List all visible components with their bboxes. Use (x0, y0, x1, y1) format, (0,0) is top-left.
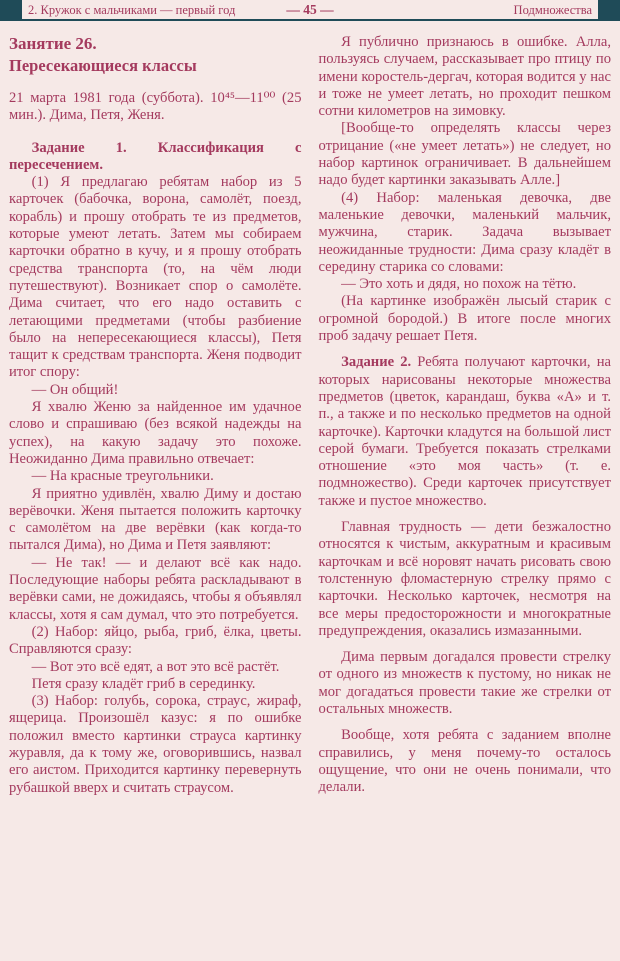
paragraph-lead: Задание 2. (341, 354, 412, 371)
paragraph: Главная трудность — дети безжалостно относятся к чистым, аккуратным и красивым карточкам и всё норовят начать рисовать свою толстенную фломастерную стрелку прямо с карточки. Несколько карточек, несмотря на все меры предосторожности и многократные предупреждения, оказались измазанными. (318, 519, 611, 639)
paragraph: Дима первым догадался провести стрелку от одного из множеств к пустому, но никак не мог догадаться провести такие же стрелки от остальных множеств. (318, 649, 611, 717)
page-header (0, 0, 620, 21)
paragraph: [Вообще-то определять классы через отрицание («не умеет летать») не следует, но набор картинок ограничивает. В дальнейшем надо будет картинки заказывать Алле.] (318, 120, 611, 189)
paragraph: Задание 2. Ребята получают карточки, на которых нарисованы некоторые множества предметов (цветок, карандаш, буква «А» и т. п., а также и по несколько предметов на одной карточке). Карточки кладутся на большой лист серой бумаги. Требуется показать стрелками отношение «это моя часть» (т. е. подмножество). Среди карточек присутствует также и пустое множество. (318, 354, 611, 509)
paragraph: Петя сразу кладёт гриб в серединку. (31, 675, 256, 692)
paragraph: — Вот это всё едят, а вот это всё растёт. (31, 658, 280, 675)
corner-block-icon (0, 0, 22, 21)
text-columns (0, 21, 620, 797)
paragraph: Я публично признаюсь в ошибке. Алла, пользуясь случаем, рассказывает про птицу по имени коростель-дергач, которая водится у нас и тоже не умеет летать, но проходит пешком сотни километров на зимовку. (318, 34, 611, 120)
paragraph: (3) Набор: голубь, сорока, страус, жираф, ящерица. Произошёл казус: я по ошибке положил вместо картинки страуса картинку журавля, да к тому же, оговорившись, назвал его аистом. Приходится картинку перевернуть рубашкой вверх и считать страусом. (9, 693, 302, 796)
corner-block-icon (598, 0, 620, 21)
paragraph: Я приятно удивлён, хвалю Диму и достаю верёвочки. Женя пытается положить карточку с самолётом на две верёвки (как когда-то пытался Дима), но Дима и Петя заявляют: (9, 485, 302, 554)
header-book-title: 2. Кружок с мальчиками — первый год (28, 3, 236, 17)
paragraph: Задание 1. Классификация с пересечением. (9, 139, 302, 173)
paragraph: — На красные треугольники. (31, 468, 214, 485)
paragraph: (1) Я предлагаю ребятам набор из 5 карточек (бабочка, ворона, самолёт, поезд, корабль) и прошу отобрать те из предметов, которые умеют летать. Затем мы собираем карточки обратно в кучу, и я прошу отобрать средства транспорта (то, на чём люди путешествуют). Возникает спор о самолёте. Дима считает, что его надо оставить с летающими предметами (чтобы разбиение было на непересекающиеся классы), Петя тащит к средствам транспорта. Женя подводит итог спору: (9, 174, 302, 381)
dateline: 21 марта 1981 года (суббота). 10⁴⁵—11⁰⁰ (25 мин.). Дима, Петя, Женя. (9, 90, 302, 124)
header-chapter-title: Подмножества (513, 3, 592, 17)
paragraph: — Не так! — и делают всё как надо. Последующие наборы ребята раскладывают в верёвки сами, не дожидаясь, чтобы я объявлял классы, хотя я сам думал, что это потребуется. (9, 554, 302, 623)
paragraph: — Это хоть и дядя, но похож на тётю. (341, 276, 577, 293)
paragraph: (4) Набор: маленькая девочка, две маленькие девочки, маленький мальчик, мужчина, старик. Задача вызывает неожиданные трудности: Дима сразу кладёт в середину старика со словами: (318, 189, 611, 275)
header-page-number: — 45 — (286, 2, 334, 17)
paragraph: (2) Набор: яйцо, рыба, гриб, ёлка, цветы. Справляются сразу: (9, 623, 302, 658)
left-column (9, 34, 302, 797)
paragraph: (На картинке изображён лысый старик с огромной бородой.) В итоге после многих проб задачу решает Петя. (318, 293, 611, 345)
lesson-subtitle: Пересекающиеся классы (9, 56, 197, 75)
paragraph: Я хвалю Женю за найденное им удачное слово и спрашиваю (без всякой надежды на успех), на какую задачу это похоже. Неожиданно Дима правильно отвечает: (9, 399, 302, 467)
paragraph: — Он общий! (31, 381, 119, 398)
right-column (319, 34, 612, 797)
paragraph: Вообще, хотя ребята с заданием вполне справились, у меня почему-то осталось ощущение, что они не очень понимали, что делали. (318, 727, 611, 796)
lesson-title: Занятие 26. (9, 34, 97, 53)
